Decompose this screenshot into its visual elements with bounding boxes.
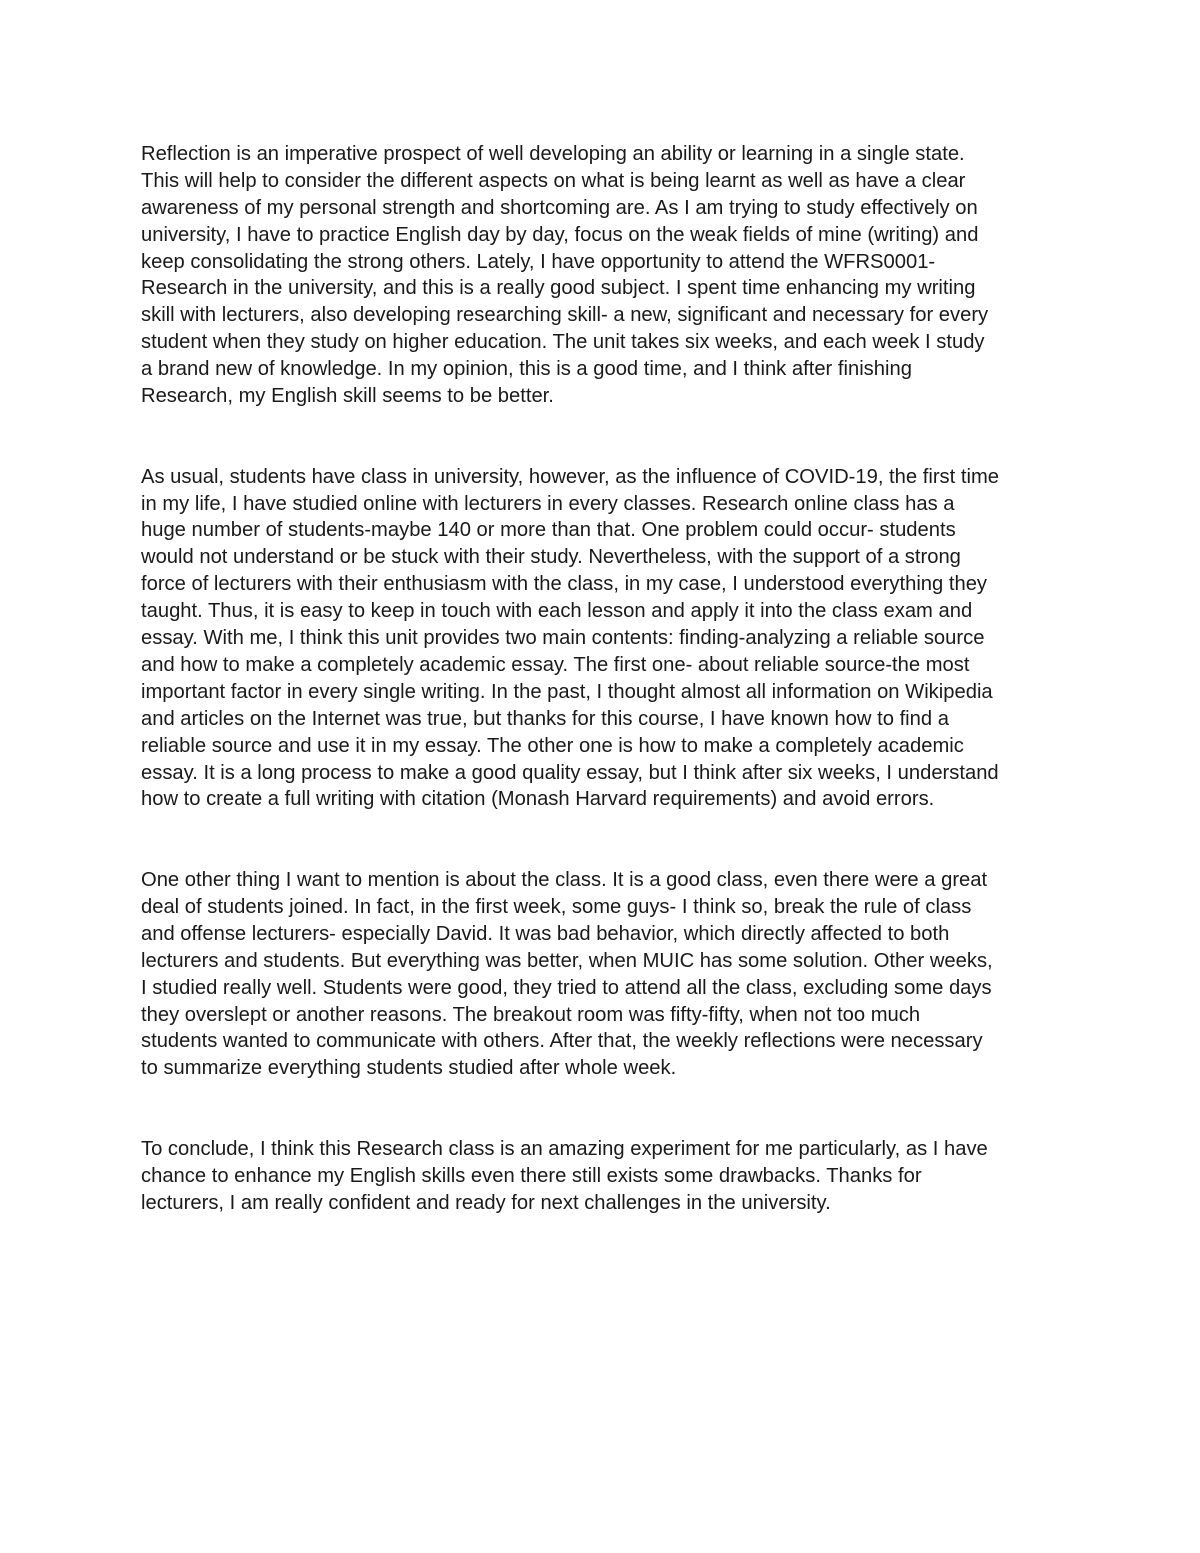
text-line: essay. With me, I think this unit provides two main contents: finding-analyzing a reliable source [141,627,985,650]
text-line: force of lecturers with their enthusiasm with the class, in my case, I understood everything they [141,573,988,596]
text-line: and offense lecturers- especially David. It was bad behavior, which directly affected to both [141,922,950,945]
text-line: essay. It is a long process to make a good quality essay, but I think after six weeks, I understand [141,761,999,784]
text-line: how to create a full writing with citation (Monash Harvard requirements) and avoid errors. [141,788,935,811]
text-line: This will help to consider the different aspects on what is being learnt as well as have a clear [141,169,966,192]
text-line: they overslept or another reasons. The breakout room was fifty-fifty, when not too much [141,1003,921,1026]
text-line: to summarize everything students studied after whole week. [141,1057,677,1080]
text-line: lecturers, I am really confident and ready for next challenges in the university. [141,1191,831,1214]
text-line: university, I have to practice English day by day, focus on the weak fields of mine (writing) and [141,223,979,246]
text-line: I studied really well. Students were good, they tried to attend all the class, excluding some days [141,976,992,999]
document-body [141,141,1066,1217]
text-line: huge number of students-maybe 140 or more than that. One problem could occur- students [141,519,956,542]
text-line: lecturers and students. But everything was better, when MUIC has some solution. Other weeks, [141,949,993,972]
text-line: students wanted to communicate with others. After that, the weekly reflections were necessary [141,1030,983,1053]
text-line: student when they study on higher education. The unit takes six weeks, and each week I study [141,331,985,354]
text-line: chance to enhance my English skills even there still exists some drawbacks. Thanks for [141,1164,922,1187]
text-line: reliable source and use it in my essay. The other one is how to make a completely academic [141,734,964,757]
paragraph-conclusion [141,1136,1066,1217]
text-line: and how to make a completely academic essay. The first one- about reliable source-the most [141,653,970,676]
text-line: Research in the university, and this is a really good subject. I spent time enhancing my writing [141,277,976,300]
text-line: Research, my English skill seems to be better. [141,385,554,408]
text-line: important factor in every single writing. In the past, I thought almost all information on Wikipedia [141,680,993,703]
text-line: skill with lecturers, also developing researching skill- a new, significant and necessary for every [141,304,989,327]
text-line: would not understand or be stuck with their study. Nevertheless, with the support of a strong [141,546,961,569]
text-line: Reflection is an imperative prospect of well developing an ability or learning in a single state. [141,143,965,165]
text-line: deal of students joined. In fact, in the first week, some guys- I think so, break the rule of class [141,895,972,918]
text-line: a brand new of knowledge. In my opinion, this is a good time, and I think after finishing [141,358,912,381]
text-line: and articles on the Internet was true, but thanks for this course, I have known how to find a [141,707,949,730]
paragraph-introduction [141,141,1066,410]
text-line: in my life, I have studied online with lecturers in every classes. Research online class has a [141,492,955,515]
text-line: To conclude, I think this Research class is an amazing experiment for me particularly, as I have [141,1138,988,1160]
text-line: One other thing I want to mention is about the class. It is a good class, even there were a great [141,869,988,892]
text-line: awareness of my personal strength and shortcoming are. As I am trying to study effectively on [141,196,978,219]
text-line: taught. Thus, it is easy to keep in touch with each lesson and apply it into the class exam and [141,600,973,623]
text-line: keep consolidating the strong others. Lately, I have opportunity to attend the WFRS0001- [141,250,936,273]
text-line: As usual, students have class in university, however, as the influence of COVID-19, the first time [141,465,999,488]
paragraph-class-experience [141,867,1066,1082]
paragraph-online-learning [141,464,1066,814]
